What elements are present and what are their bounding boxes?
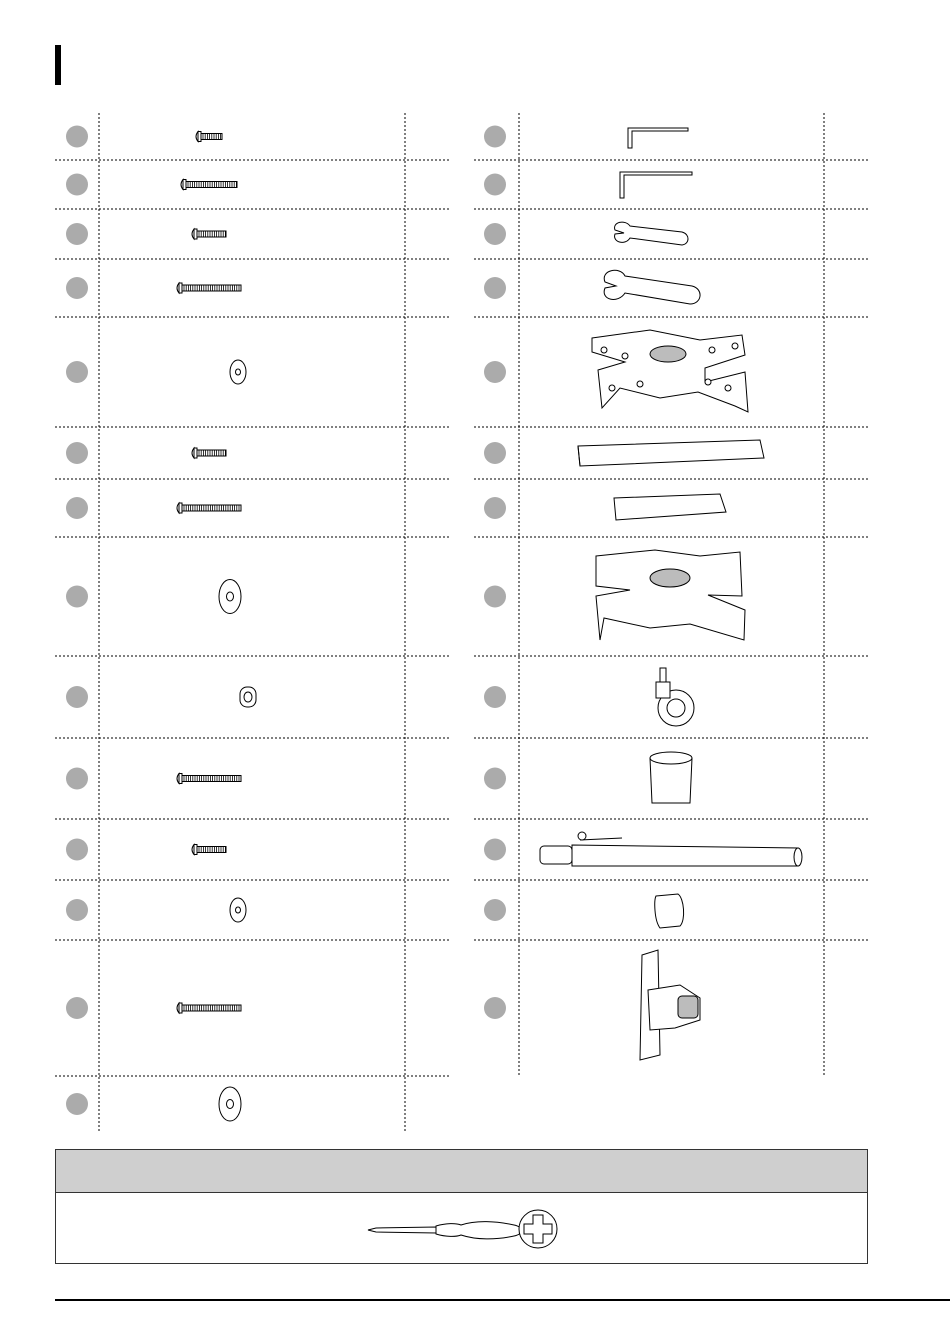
left-part-row: [66, 360, 246, 384]
right-part-row: [484, 752, 692, 803]
part-number-bullet: [484, 686, 506, 708]
part-number-bullet: [484, 899, 506, 921]
right-part-row: [484, 950, 700, 1060]
part-number-bullet: [484, 174, 506, 196]
left-part-row: [66, 126, 222, 148]
part-number-bullet: [66, 899, 88, 921]
small-allen-key-icon: [628, 128, 688, 148]
long-bolt-icon: [177, 503, 241, 513]
part-number-bullet: [66, 1093, 88, 1115]
phillips-head-icon: [519, 1210, 557, 1248]
part-number-bullet: [484, 997, 506, 1019]
part-number-bullet: [66, 768, 88, 790]
tv-mount-plate-icon: [640, 950, 700, 1060]
tools-header: [55, 1149, 868, 1193]
part-number-bullet: [484, 126, 506, 148]
part-number-bullet: [484, 768, 506, 790]
medium-screw-icon: [181, 180, 237, 190]
sleeve-cup-icon: [650, 752, 692, 803]
part-number-bullet: [484, 839, 506, 861]
left-part-row: [66, 223, 226, 245]
left-part-row: [66, 442, 226, 464]
long-bolt-icon: [177, 774, 241, 784]
footer-rule: [55, 1299, 950, 1301]
small-washer-icon: [230, 360, 246, 384]
caster-wheel-icon: [656, 668, 694, 726]
left-part-row: [66, 497, 241, 519]
right-part-row: [484, 550, 745, 640]
short-bar-icon: [614, 494, 726, 520]
large-wrench-icon: [604, 270, 700, 304]
right-part-row: [484, 330, 748, 412]
tools-body: [55, 1193, 868, 1264]
right-part-row: [484, 494, 726, 520]
left-part-row: [66, 686, 256, 708]
left-part-row: [66, 898, 246, 922]
right-part-row: [484, 832, 802, 866]
part-number-bullet: [484, 223, 506, 245]
part-number-bullet: [66, 126, 88, 148]
left-part-row: [66, 174, 237, 196]
cross-bracket-icon: [592, 330, 748, 412]
left-part-row: [66, 768, 241, 790]
left-part-row: [66, 277, 241, 299]
spacer-icon: [240, 687, 256, 707]
part-number-bullet: [484, 497, 506, 519]
long-bolt-icon: [177, 1003, 241, 1013]
cross-base-icon: [596, 550, 745, 640]
short-screw-icon: [196, 132, 222, 142]
part-number-bullet: [66, 174, 88, 196]
end-cap-icon: [655, 894, 684, 928]
part-number-bullet: [484, 277, 506, 299]
right-part-row: [484, 270, 700, 304]
part-number-bullet: [66, 442, 88, 464]
large-allen-key-icon: [620, 172, 692, 198]
left-part-row: [66, 997, 241, 1019]
right-part-row: [484, 668, 694, 726]
long-bar-icon: [578, 440, 764, 466]
part-number-bullet: [66, 686, 88, 708]
left-part-row: [66, 580, 241, 614]
short-bolt-icon: [192, 229, 226, 239]
left-part-row: [66, 1087, 241, 1121]
small-wrench-icon: [615, 222, 688, 245]
right-part-row: [484, 126, 688, 149]
part-number-bullet: [66, 839, 88, 861]
short-bolt-icon: [192, 448, 226, 458]
long-bolt-icon: [177, 283, 241, 293]
right-part-row: [484, 894, 684, 928]
part-number-bullet: [66, 223, 88, 245]
part-number-bullet: [484, 586, 506, 608]
part-number-bullet: [484, 442, 506, 464]
right-part-row: [484, 172, 692, 198]
large-washer-icon: [219, 1087, 241, 1121]
small-washer-icon: [230, 898, 246, 922]
short-bolt-icon: [192, 845, 226, 855]
right-part-row: [484, 440, 764, 466]
part-number-bullet: [66, 277, 88, 299]
left-part-row: [66, 839, 226, 861]
tools-illustration: [56, 1193, 869, 1263]
part-number-bullet: [66, 497, 88, 519]
right-part-row: [484, 222, 688, 245]
phillips-screwdriver-icon: [368, 1222, 522, 1239]
large-washer-icon: [219, 580, 241, 614]
part-number-bullet: [484, 361, 506, 383]
part-number-bullet: [66, 586, 88, 608]
part-number-bullet: [66, 997, 88, 1019]
part-number-bullet: [66, 361, 88, 383]
telescopic-pole-icon: [540, 832, 802, 866]
